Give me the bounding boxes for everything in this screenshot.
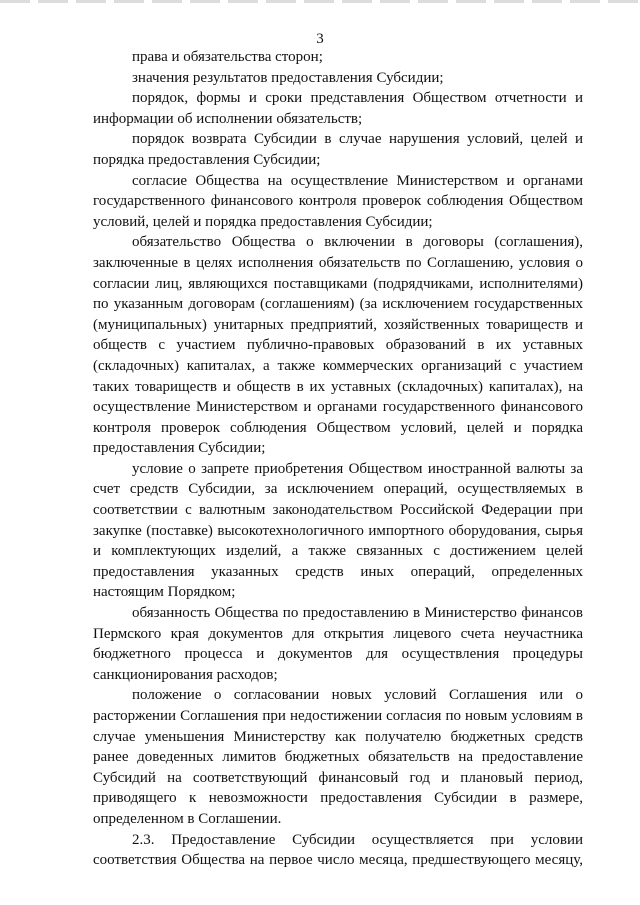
paragraph-reporting-procedure: порядок, формы и сроки представления Обществом отчетности и информации об исполнении обязательств;	[93, 90, 583, 127]
document-body	[93, 47, 583, 871]
paragraph-result-values: значения результатов предоставления Субсидии;	[132, 69, 444, 86]
paragraph-currency-purchase-ban: условие о запрете приобретения Обществом иностранной валюты за счет средств Субсидии, за исключением операций, осуществляемых в соответствии с валютным законодательством Российской Федерации при закупке (поставке) высокотехнологичного импортного оборудования, сырья и комплектующих изделий, а также связанных с достижением целей предоставления указанных средств иных операций, определенных настоящим Порядком;	[93, 460, 583, 601]
paragraph-treasury-account-duty: обязанность Общества по предоставлению в Министерство финансов Пермского края документов для открытия лицевого счета неучастника бюджетного процесса и документов для осуществления процедуры санкционирования расходов;	[93, 605, 583, 683]
paragraph-contract-inclusion-obligation: обязательство Общества о включении в договоры (соглашения), заключенные в целях исполнения обязательств по Соглашению, условия о согласии лиц, являющихся поставщиками (подрядчиками, исполнителями) по указанным договорам (соглашениям) (за исключением государственных (муниципальных) унитарных предприятий, хозяйственных товариществ и обществ с участием публично-правовых образований в их уставных (складочных) капиталах, а также коммерческих организаций с участием таких товариществ и обществ в их уставных (складочных) капиталах), на осуществление Министерством и органами государственного финансового контроля проверок соблюдения Обществом условий, целей и порядка предоставления Субсидии;	[93, 234, 583, 457]
paragraph-refund-procedure: порядок возврата Субсидии в случае нарушения условий, целей и порядка предоставления Субсидии;	[93, 131, 583, 168]
paragraph-2-3-conditions: 2.3. Предоставление Субсидии осуществляется при условии соответствия Общества на первое число месяца, предшествующего месяцу,	[93, 831, 583, 869]
page-number: 3	[316, 31, 324, 47]
paragraph-inspection-consent: согласие Общества на осуществление Министерством и органами государственного финансового контроля проверок соблюдения Обществом условий, целей и порядка предоставления Субсидии;	[93, 172, 583, 230]
paragraph-rights-obligations: права и обязательства сторон;	[132, 49, 323, 65]
paragraph-new-terms-provision: положение о согласовании новых условий Соглашения или о расторжении Соглашения при недостижении согласия по новым условиям в случае уменьшения Министерству как получателю бюджетных средств ранее доведенных лимитов бюджетных обязательств на предоставление Субсидий на соответствующий финансовый год и плановый период, приводящего к невозможности предоставления Субсидии в размере, определенном в Соглашении.	[93, 687, 583, 827]
